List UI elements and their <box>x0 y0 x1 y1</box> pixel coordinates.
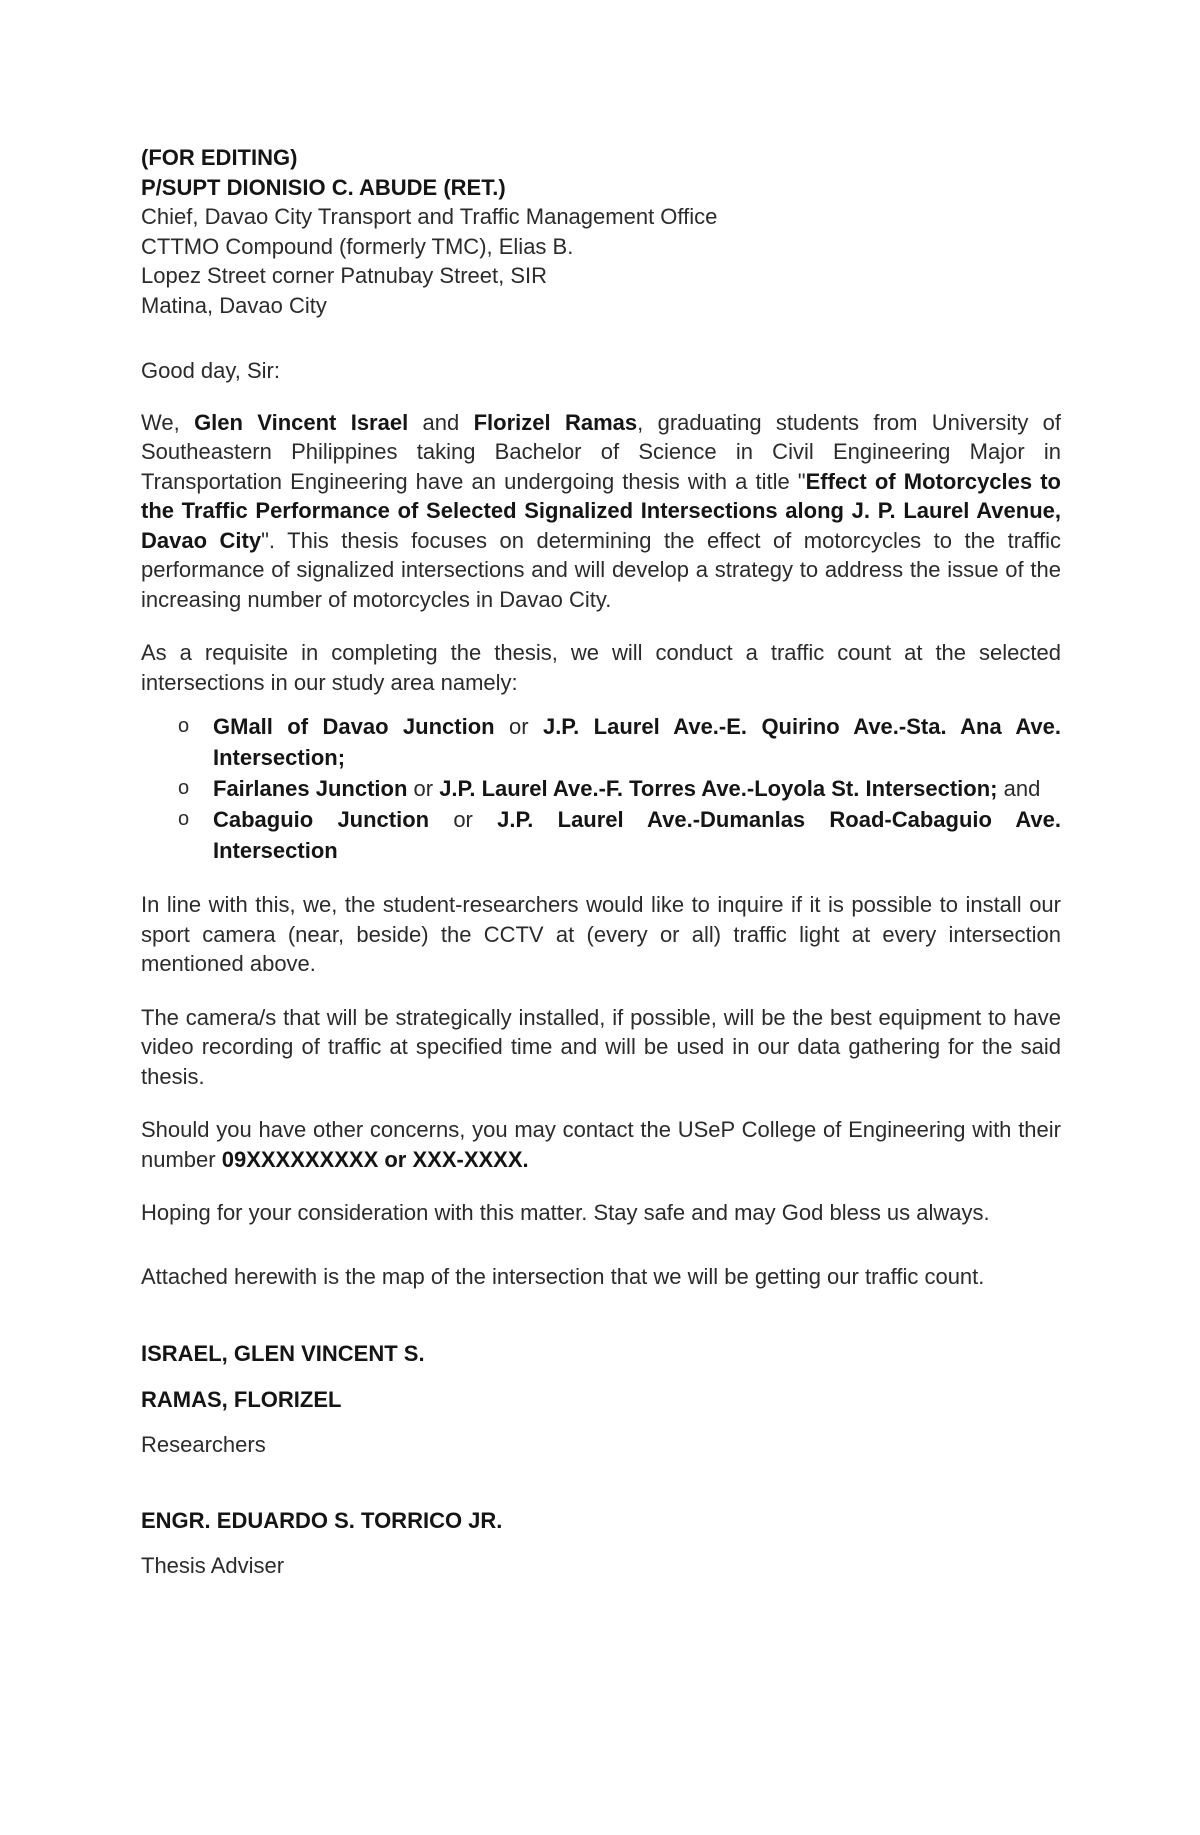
student-name-1: Glen Vincent Israel <box>194 409 409 435</box>
adviser-name: ENGR. EDUARDO S. TORRICO JR. <box>141 1507 503 1533</box>
address-line: Lopez Street corner Patnubay Street, SIR <box>141 263 548 288</box>
list-item <box>141 711 1061 773</box>
bullet-marker: o <box>178 777 190 799</box>
intersection-name: J.P. Laurel Ave.-F. Torres Ave.-Loyola St. Intersection; <box>439 776 998 801</box>
closing-paragraph: Hoping for your consideration with this matter. Stay safe and may God bless us always. <box>141 1200 990 1225</box>
requisite-paragraph: As a requisite in completing the thesis, we will conduct a traffic count at the selected intersections in our study area namely: <box>141 640 1061 695</box>
signature-block-adviser <box>141 1506 1061 1581</box>
separator-text: or <box>407 776 440 801</box>
intersection-name: J.P. Laurel Ave.-E. Quirino Ave.-Sta. Ana Ave. Intersection; <box>213 714 1061 770</box>
list-item <box>141 804 1061 866</box>
address-line: Chief, Davao City Transport and Traffic Management Office <box>141 204 718 229</box>
signature-block-researchers <box>141 1339 1061 1460</box>
intro-text: and <box>408 409 474 435</box>
junction-name: Cabaguio Junction <box>213 807 430 832</box>
address-line: CTTMO Compound (formerly TMC), Elias B. <box>141 233 574 259</box>
adviser-role: Thesis Adviser <box>141 1553 285 1578</box>
camera-paragraph: The camera/s that will be strategically installed, if possible, will be the best equipment to have video recording of traffic at specified time and will be used in our data gathering for the said thesis. <box>141 1004 1061 1089</box>
thesis-title: Effect of Motorcycles to the Traffic Performance of Selected Signalized Intersections along J. P. Laurel Avenue, Davao City <box>141 468 1061 553</box>
separator-text: or <box>494 714 543 739</box>
student-name-2: Florizel Ramas <box>473 409 638 435</box>
address-block <box>141 143 1061 320</box>
bullet-marker: o <box>178 808 190 830</box>
researchers-role: Researchers <box>141 1432 266 1457</box>
researcher-name-2: RAMAS, FLORIZEL <box>141 1386 342 1412</box>
inquiry-paragraph: In line with this, we, the student-researchers would like to inquire if it is possible to install our sport camera (near, beside) the CCTV at (every or all) traffic light at every intersection mentioned above. <box>141 892 1061 976</box>
contact-number: 09XXXXXXXXX or XXX-XXXX. <box>221 1146 529 1172</box>
junction-name: GMall of Davao Junction <box>213 714 495 739</box>
list-item <box>141 773 1061 804</box>
intro-text: , graduating students from University of Southeastern Philippines taking Bachelor of Science in Civil Engineering Major in Transportation Engineering have an undergoing thesis with a title " <box>141 409 1062 494</box>
letter-page <box>141 143 1061 1581</box>
recipient-name: P/SUPT DIONISIO C. ABUDE (RET.) <box>141 174 506 200</box>
intro-text: ". This thesis focuses on determining the effect of motorcycles to the traffic performance of signalized intersections and will develop a strategy to address the issue of the increasing number of motorcycles in Davao City. <box>141 527 1061 612</box>
intro-text: We, <box>141 409 195 435</box>
attachment-note: Attached herewith is the map of the intersection that we will be getting our traffic count. <box>141 1263 985 1289</box>
contact-paragraph <box>141 1115 1061 1174</box>
intersection-list <box>141 711 1061 866</box>
bullet-marker: o <box>178 715 190 737</box>
editing-note: (FOR EDITING) <box>141 145 298 170</box>
separator-text: or <box>429 807 498 832</box>
junction-name: Fairlanes Junction <box>213 776 408 801</box>
researcher-name-1: ISRAEL, GLEN VINCENT S. <box>141 1341 425 1366</box>
tail-text: and <box>997 776 1041 801</box>
address-line: Matina, Davao City <box>141 292 327 318</box>
intersection-name: J.P. Laurel Ave.-Dumanlas Road-Cabaguio Ave. Intersection <box>213 807 1061 863</box>
contact-text: Should you have other concerns, you may contact the USeP College of Engineering with their number <box>141 1117 1061 1172</box>
intro-paragraph <box>141 408 1061 615</box>
greeting: Good day, Sir: <box>141 358 280 383</box>
